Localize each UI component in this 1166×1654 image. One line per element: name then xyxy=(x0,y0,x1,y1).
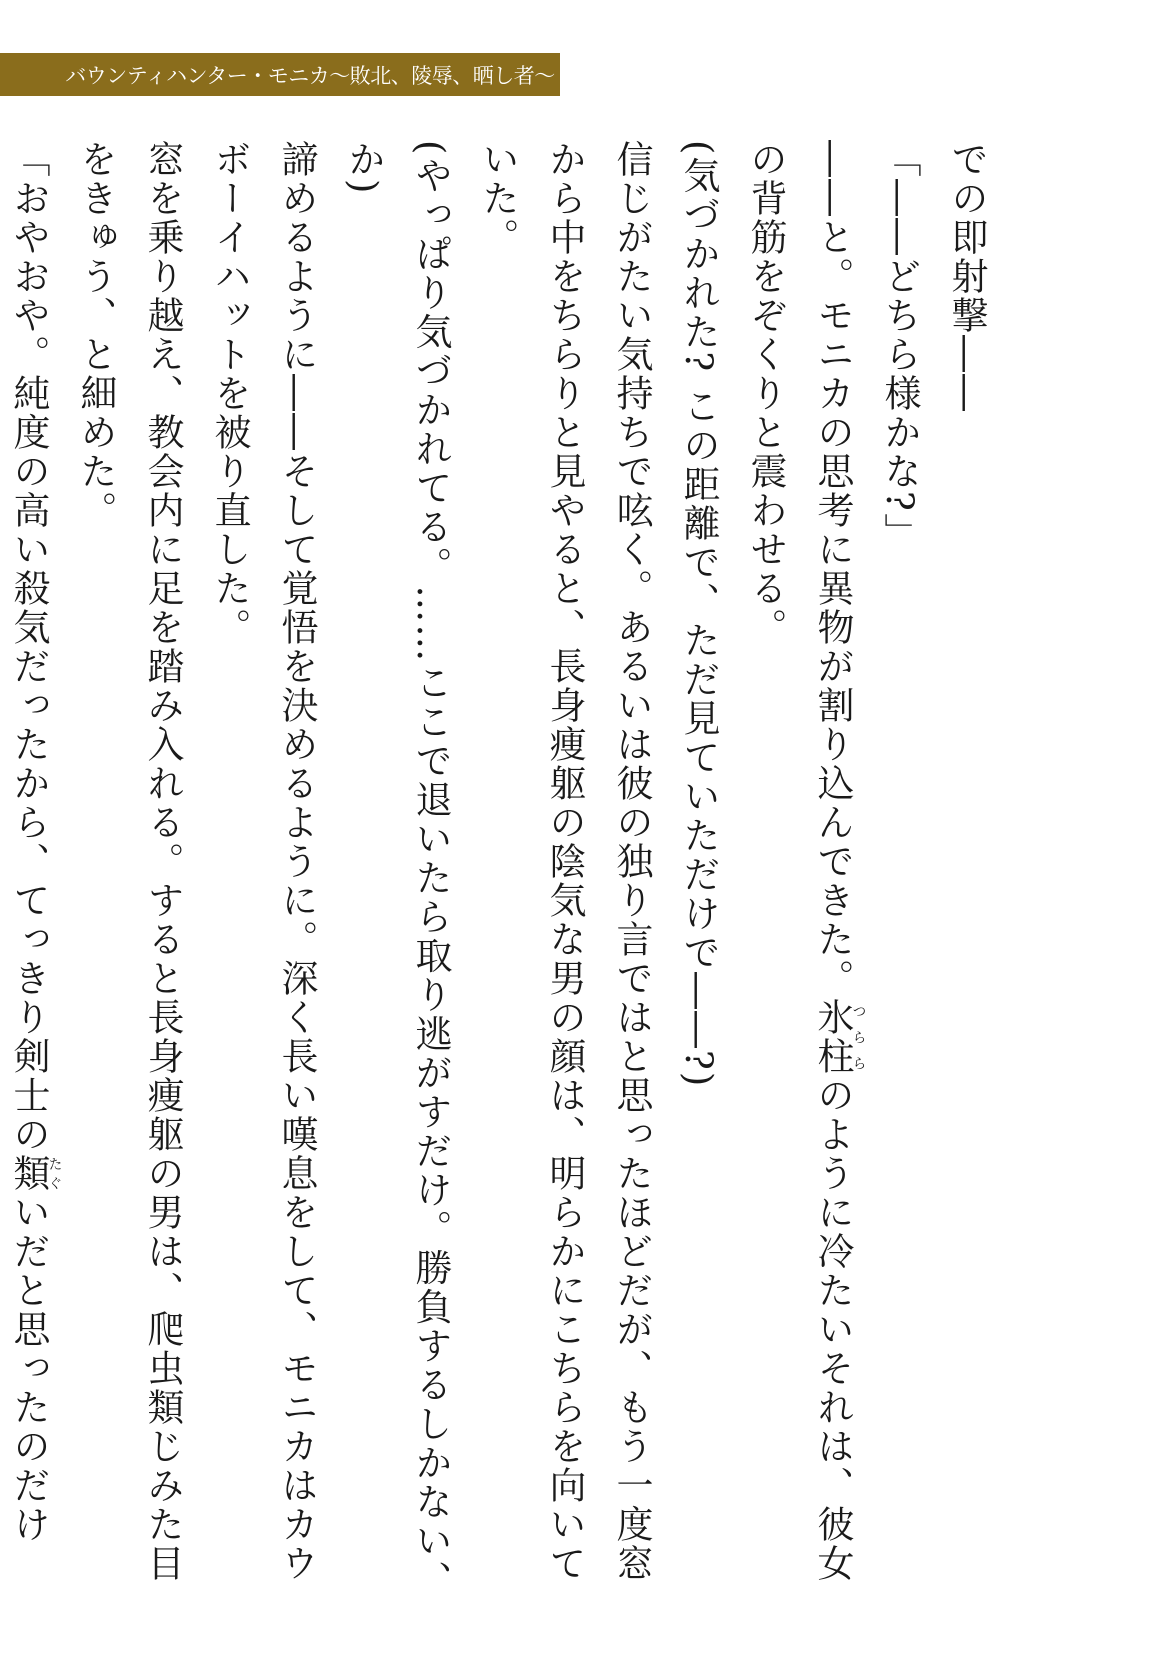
text-segment: のように冷たいそれは、彼女の背筋をぞくりと震わせる。 xyxy=(744,140,854,1583)
paragraph: での即射撃―― xyxy=(945,140,988,413)
ruby-reading: たぐ xyxy=(46,1154,63,1193)
book-title: バウンティハンター・モニカ〜敗北、陵辱、晒し者〜 xyxy=(65,63,555,88)
paragraph: 諦めるように――そして覚悟を決めるように。深く長い嘆息をして、モニカはカウボーイハットを被り直した。 xyxy=(208,140,318,1583)
ruby-reading: つらら xyxy=(850,998,867,1076)
paragraph: 信じがたい気持ちで呟く。あるいは彼の独り言ではと思ったほどだが、もう一度窓から中をちらりと見やると、長身痩躯の陰気な男の顔は、明らかにこちらを向いていた。 xyxy=(476,140,653,1583)
paragraph: (やっぱり気づかれてる。……ここで退いたら取り逃がすだけ。勝負するしかない、か) xyxy=(342,140,452,1600)
paragraph: 「――どちら様かな?」 xyxy=(878,140,921,552)
paragraph xyxy=(0,140,62,1620)
ruby-annotation xyxy=(811,998,867,1076)
vertical-text-body xyxy=(7,140,1000,1620)
paragraph xyxy=(732,140,866,1620)
text-segment: 「おやおや。純度の高い殺気だったから、てっきり剣士の xyxy=(7,140,50,1154)
paragraph: 窓を乗り越え、教会内に足を踏み入れる。すると長身痩躯の男は、爬虫類じみた目をきゅう、と細めた。 xyxy=(74,140,184,1583)
paragraph: (気づかれた? この距離で、ただ見ていただけで――?) xyxy=(677,140,720,1089)
text-segment: ――と。モニカの思考に異物が割り込んできた。 xyxy=(811,140,854,998)
ruby-base: 類 xyxy=(7,1154,50,1193)
ruby-annotation xyxy=(7,1154,63,1193)
ruby-base: 氷柱 xyxy=(811,998,854,1076)
text-segment: いだと思ったのだけ xyxy=(7,1193,50,1544)
header-bar xyxy=(0,53,560,96)
